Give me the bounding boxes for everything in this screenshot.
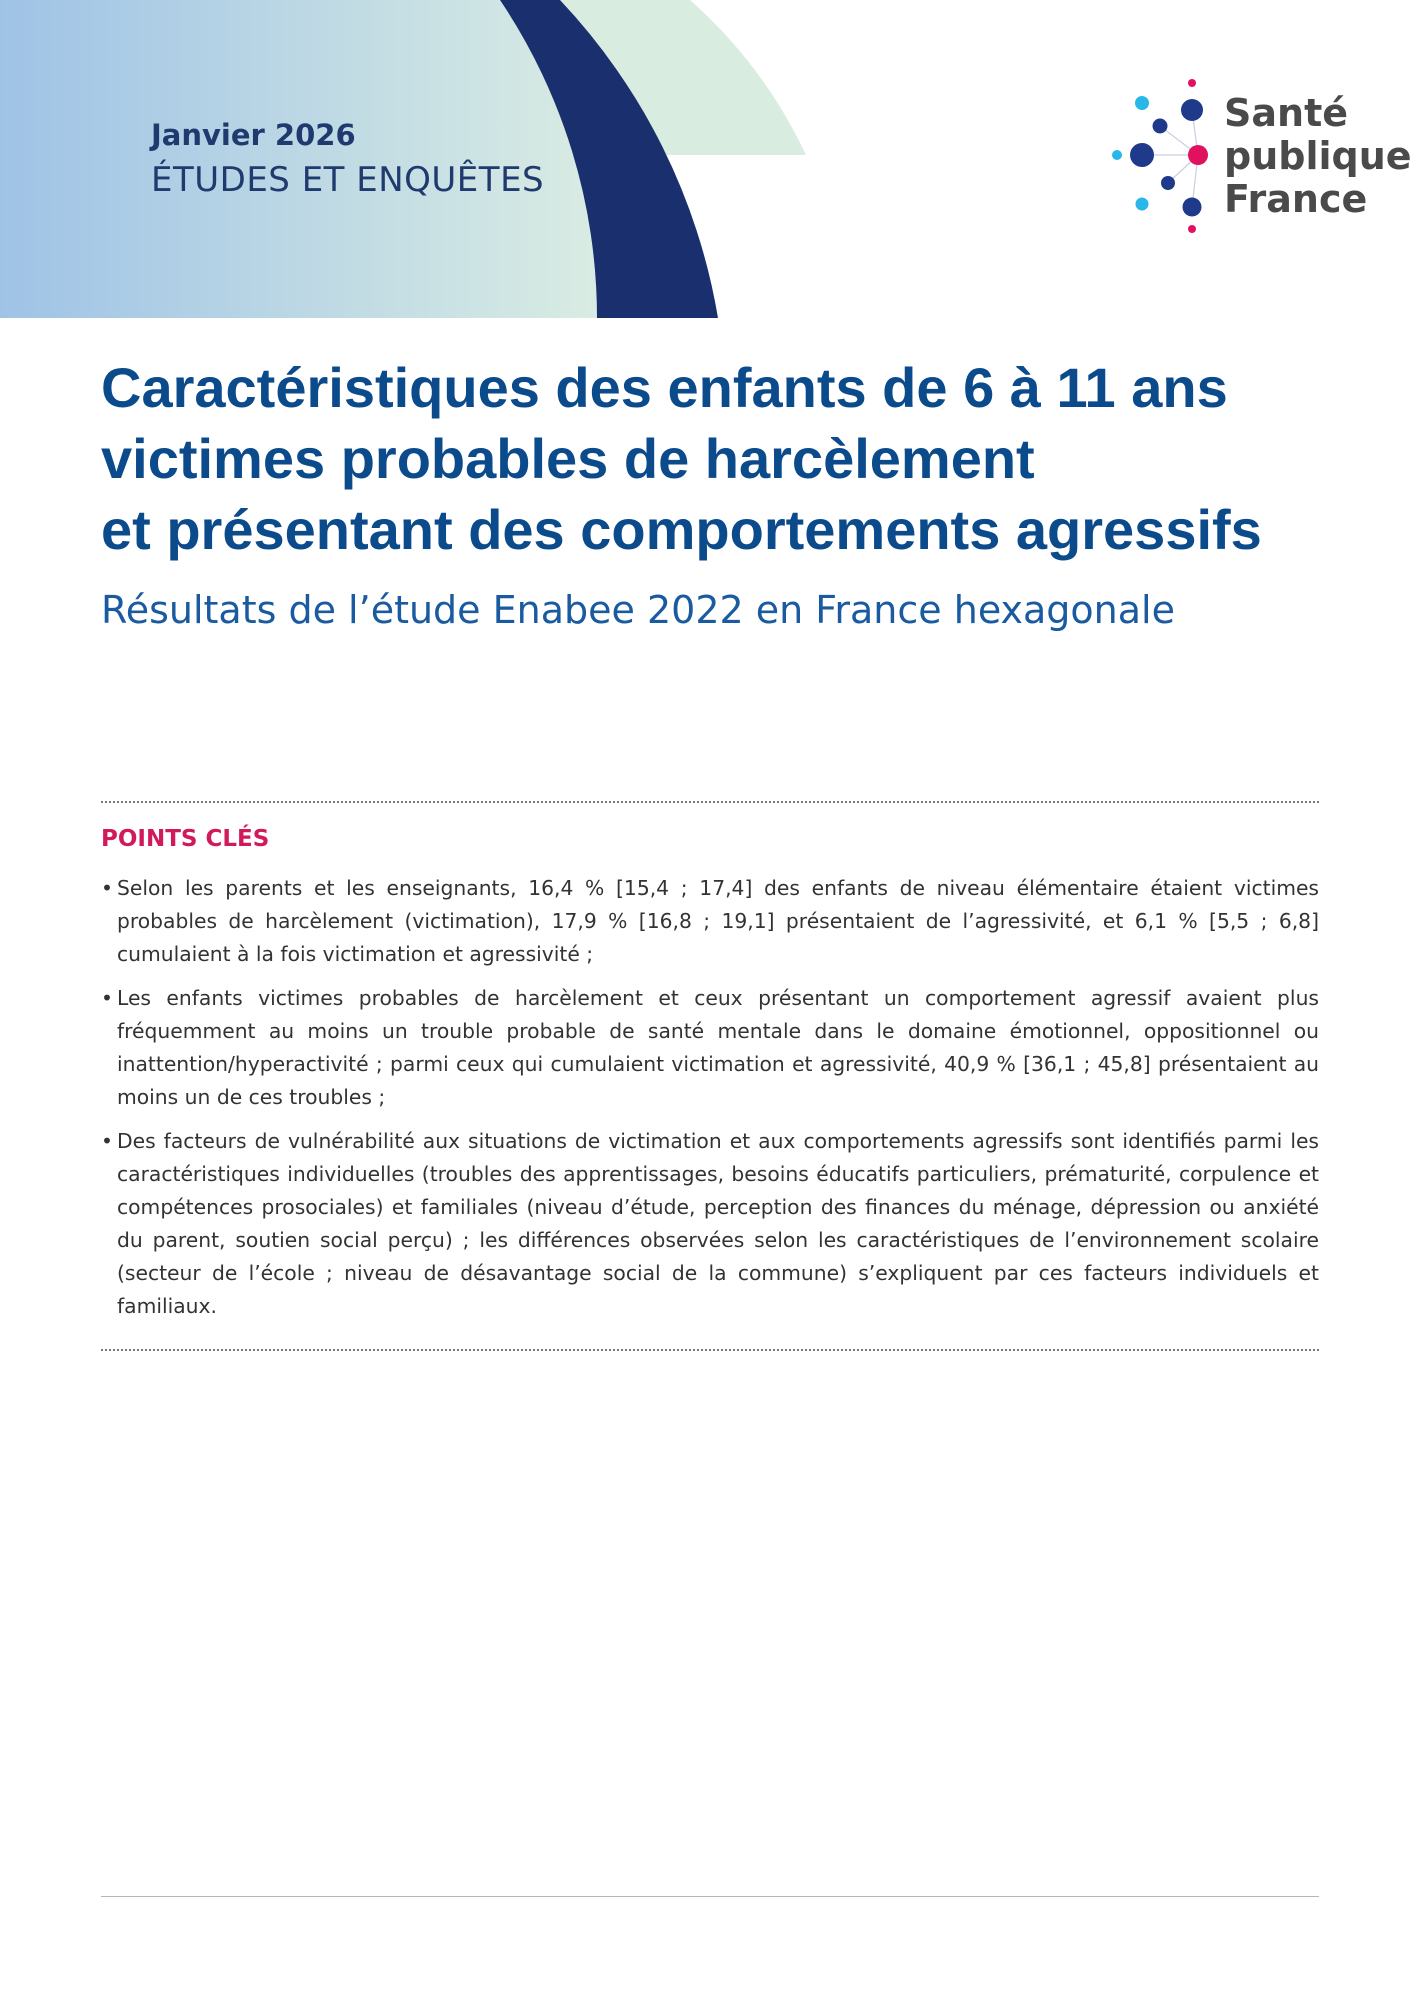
- key-point-item: • Les enfants victimes probables de harcèlement et ceux présentant un comportement agressif avaient plus fréquemment au moins un trouble probable de santé mentale dans le domaine émotionnel, oppositionnel ou inattention/hyperactivité ; parmi ceux qui cumulaient victimation et agressivité, 40,9 % [36,1 ; 45,8] présentaient au moins un de ces troubles ;: [101, 982, 1319, 1114]
- title-line-3: et présentant des comportements agressifs: [101, 498, 1262, 561]
- key-points-list: [101, 872, 1319, 1334]
- issue-date: Janvier 2026: [151, 118, 356, 152]
- logo-molecule-icon: [1108, 76, 1218, 246]
- logo-wordmark: [1224, 92, 1412, 221]
- key-point-item: • Selon les parents et les enseignants, 16,4 % [15,4 ; 17,4] des enfants de niveau élémentaire étaient victimes probables de harcèlement (victimation), 17,9 % [16,8 ; 19,1] présentaient de l’agressivité, et 6,1 % [5,5 ; 6,8] cumulaient à la fois victimation et agressivité ;: [101, 872, 1319, 971]
- logo-word-2: publique: [1224, 134, 1412, 178]
- key-point-item: • Des facteurs de vulnérabilité aux situations de victimation et aux comportements agressifs sont identifiés parmi les caractéristiques individuelles (troubles des apprentissages, besoins éducatifs particuliers, prématurité, corpulence et compétences prosociales) et familiales (niveau d’étude, perception des finances du ménage, dépression ou anxiété du parent, soutien social perçu) ; les différences observées selon les caractéristiques de l’environnement scolaire (secteur de l’école ; niveau de désavantage social de la commune) s’expliquent par ces facteurs individuels et familiaux.: [101, 1125, 1319, 1323]
- key-points-heading: POINTS CLÉS: [101, 826, 270, 852]
- logo-word-3: France: [1224, 177, 1368, 221]
- series-name: ÉTUDES ET ENQUÊTES: [151, 160, 545, 200]
- logo-word-1: Santé: [1224, 91, 1349, 135]
- title-line-1: Caractéristiques des enfants de 6 à 11 ans: [101, 356, 1228, 419]
- key-points-bottom-divider: [101, 1349, 1319, 1351]
- document-title: [101, 352, 1391, 565]
- footer-divider: [101, 1896, 1319, 1897]
- banner-gradient-panel: [0, 0, 597, 318]
- title-line-2: victimes probables de harcèlement: [101, 427, 1035, 490]
- key-points-top-divider: [101, 801, 1319, 803]
- document-subtitle: Résultats de l’étude Enabee 2022 en France hexagonale: [101, 588, 1175, 632]
- sante-publique-france-logo: [1108, 76, 1412, 246]
